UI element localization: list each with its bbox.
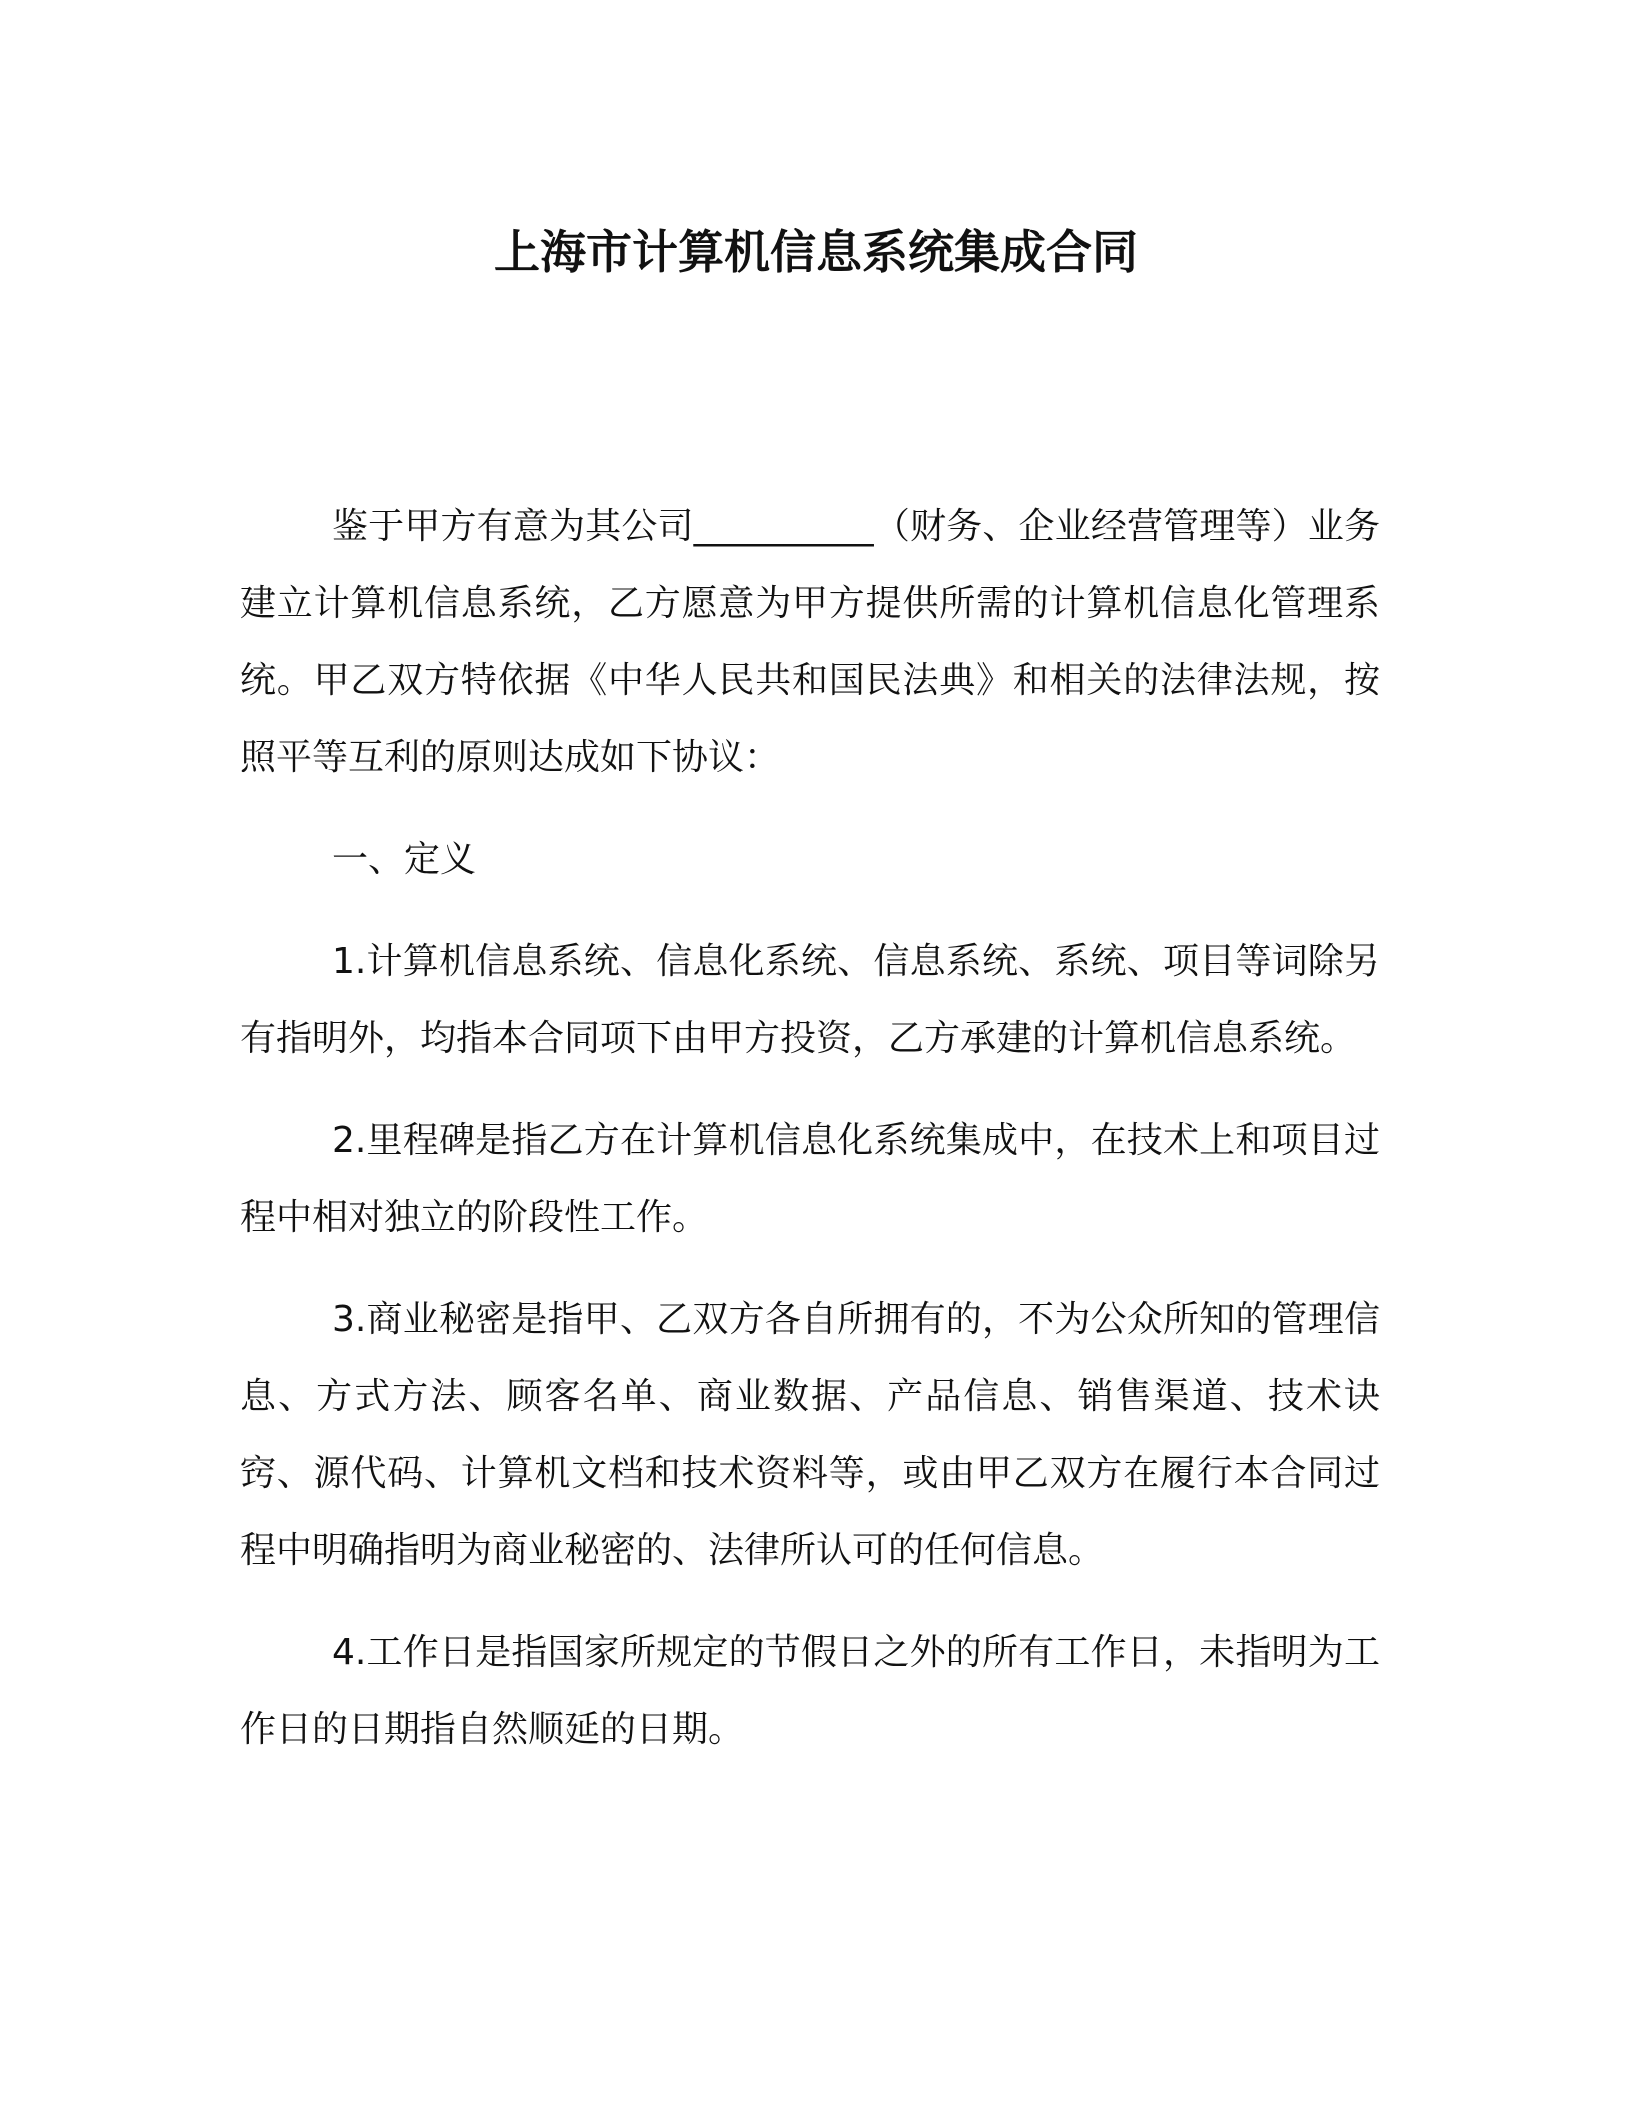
- document-title: 上海市计算机信息系统集成合同: [494, 225, 1138, 279]
- document-body: [240, 488, 1380, 1793]
- preamble-paragraph: 鉴于甲方有意为其公司__________（财务、企业经营管理等）业务建立计算机信息系统，乙方愿意为甲方提供所需的计算机信息化管理系统。甲乙双方特依据《中华人民共和国民法典》和相关的法律法规，按照平等互利的原则达成如下协议：: [240, 506, 1380, 778]
- clause-4: 4.工作日是指国家所规定的节假日之外的所有工作日，未指明为工作日的日期指自然顺延的日期。: [240, 1632, 1380, 1750]
- section-heading-definitions: 一、定义: [332, 839, 477, 880]
- clause-2: 2.里程碑是指乙方在计算机信息化系统集成中，在技术上和项目过程中相对独立的阶段性工作。: [240, 1120, 1380, 1238]
- clause-3: 3.商业秘密是指甲、乙双方各自所拥有的，不为公众所知的管理信息、方式方法、顾客名单、商业数据、产品信息、销售渠道、技术诀窍、源代码、计算机文档和技术资料等，或由甲乙双方在履行本合同过程中明确指明为商业秘密的、法律所认可的任何信息。: [240, 1299, 1380, 1571]
- clause-1: 1.计算机信息系统、信息化系统、信息系统、系统、项目等词除另有指明外，均指本合同项下由甲方投资，乙方承建的计算机信息系统。: [240, 941, 1380, 1059]
